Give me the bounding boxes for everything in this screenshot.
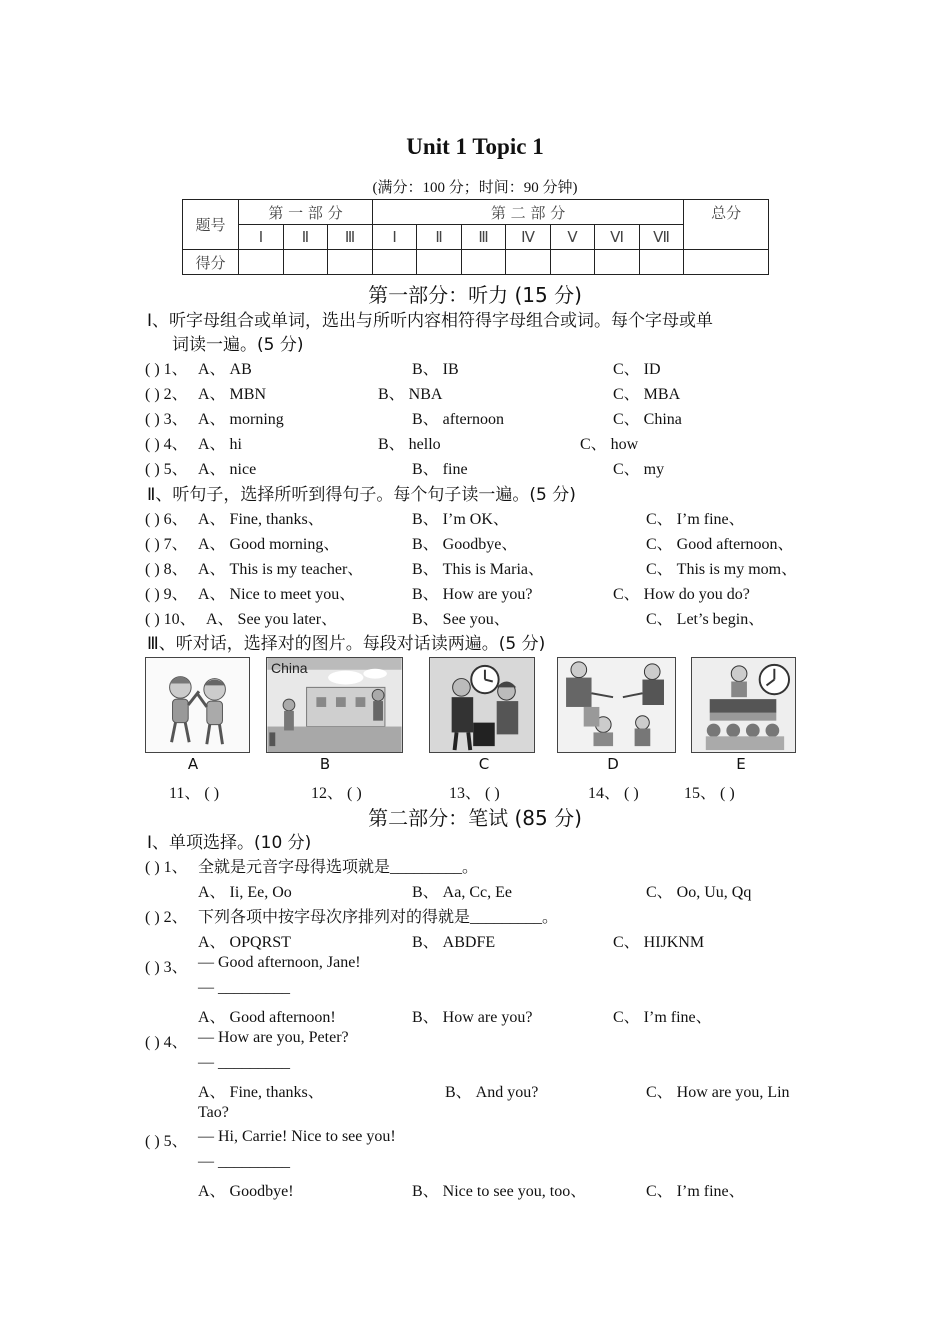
score-input-cell[interactable] (506, 250, 551, 275)
defen-cell: 得分 (183, 250, 239, 275)
answer-blank-15[interactable]: 15、 ( ) (684, 785, 735, 802)
col-header: Ⅰ (239, 225, 284, 250)
section1-title-line2: 词读一遍。(5 分) (172, 335, 304, 355)
col-header: Ⅶ (640, 225, 684, 250)
picture-c-adults-with-clock[interactable] (429, 657, 535, 753)
score-input-cell[interactable] (551, 250, 595, 275)
part2-section1-title: Ⅰ、单项选择。(10 分) (147, 833, 312, 853)
q3-option-c[interactable]: C、 China (613, 411, 682, 428)
q9-option-a[interactable]: A、 Nice to meet you、 (198, 586, 356, 603)
answer-blank-13[interactable]: 13、 ( ) (449, 785, 500, 802)
picture-d-people-greeting[interactable] (557, 657, 676, 753)
answer-blank-11[interactable]: 11、 ( ) (169, 785, 220, 802)
part1-header-cell: 第 一 部 分 (239, 200, 373, 225)
p2-q2-num: ( ) 2、 (145, 909, 188, 926)
score-input-cell[interactable] (640, 250, 684, 275)
p2-q3-stem: — Good afternoon, Jane! (198, 954, 361, 971)
p2-q1-stem: 全就是元音字母得选项就是_________。 (198, 859, 479, 876)
q2-option-c[interactable]: C、 MBA (613, 386, 681, 403)
p2-q4-stem: — How are you, Peter? (198, 1029, 349, 1046)
col-header: Ⅲ (328, 225, 373, 250)
score-input-cell[interactable] (328, 250, 373, 275)
page-title: Unit 1 Topic 1 (406, 134, 544, 159)
q6-option-a[interactable]: A、 Fine, thanks、 (198, 511, 324, 528)
q9-option-c[interactable]: C、 How do you do? (613, 586, 750, 603)
part1-heading: 第一部分：听力 (15 分) (368, 283, 582, 307)
q8-option-c[interactable]: C、 This is my mom、 (646, 561, 798, 578)
p2-q5-num: ( ) 5、 (145, 1133, 188, 1150)
q5-option-c[interactable]: C、 my (613, 461, 665, 478)
picture-label-a: A (187, 755, 199, 773)
picture-label-c: C (478, 755, 490, 773)
score-input-cell[interactable] (373, 250, 417, 275)
p2-q1-option-b[interactable]: B、 Aa, Cc, Ee (412, 884, 512, 901)
answer-blank-12[interactable]: 12、 ( ) (311, 785, 362, 802)
q1-option-c[interactable]: C、 ID (613, 361, 661, 378)
p2-q2-option-b[interactable]: B、 ABDFE (412, 934, 496, 951)
p2-q4-option-b[interactable]: B、 And you? (445, 1084, 539, 1101)
q10-option-b[interactable]: B、 See you、 (412, 611, 510, 628)
picture-label-e: E (736, 755, 746, 773)
total-header-cell: 总分 (684, 200, 769, 250)
p2-q5-option-c[interactable]: C、 I’m fine、 (646, 1183, 745, 1200)
q2-option-b[interactable]: B、 NBA (378, 386, 443, 403)
picture-label-d: D (607, 755, 619, 773)
q8-option-b[interactable]: B、 This is Maria、 (412, 561, 544, 578)
p2-q5-option-b[interactable]: B、 Nice to see you, too、 (412, 1183, 587, 1200)
p2-q1-option-a[interactable]: A、 Ii, Ee, Oo (198, 884, 292, 901)
p2-q5-option-a[interactable]: A、 Goodbye! (198, 1183, 294, 1200)
q3-option-b[interactable]: B、 afternoon (412, 411, 504, 428)
q10-option-c[interactable]: C、 Let’s begin、 (646, 611, 765, 628)
score-input-cell[interactable] (462, 250, 506, 275)
picture-b-china-scene[interactable] (266, 657, 403, 753)
p2-q4-option-c-cont: Tao? (198, 1104, 229, 1121)
q10-num: ( ) 10、 (145, 611, 196, 628)
p2-q3-num: ( ) 3、 (145, 959, 188, 976)
p2-q3-blank[interactable]: — _________ (198, 979, 290, 996)
score-input-cell[interactable] (595, 250, 640, 275)
q8-num: ( ) 8、 (145, 561, 188, 578)
q2-num: ( ) 2、 (145, 386, 188, 403)
q7-num: ( ) 7、 (145, 536, 188, 553)
p2-q4-option-c[interactable]: C、 How are you, Lin (646, 1084, 790, 1101)
col-header: Ⅴ (551, 225, 595, 250)
col-header: Ⅱ (284, 225, 328, 250)
score-input-cell[interactable] (239, 250, 284, 275)
p2-q5-stem: — Hi, Carrie! Nice to see you! (198, 1128, 396, 1145)
picture-a-two-kids-waving[interactable] (145, 657, 250, 753)
q3-option-a[interactable]: A、 morning (198, 411, 284, 428)
score-input-cell[interactable] (284, 250, 328, 275)
p2-q1-option-c[interactable]: C、 Oo, Uu, Qq (646, 884, 752, 901)
part2-header-cell: 第 二 部 分 (373, 200, 684, 225)
q3-num: ( ) 3、 (145, 411, 188, 428)
p2-q4-num: ( ) 4、 (145, 1034, 188, 1051)
col-header: Ⅳ (506, 225, 551, 250)
picture-e-classroom-clock[interactable] (691, 657, 796, 753)
part2-heading: 第二部分：笔试 (85 分) (368, 806, 582, 830)
q4-option-a[interactable]: A、 hi (198, 436, 243, 453)
q2-option-a[interactable]: A、 MBN (198, 386, 267, 403)
score-input-cell[interactable] (417, 250, 462, 275)
q7-option-a[interactable]: A、 Good morning、 (198, 536, 340, 553)
q5-num: ( ) 5、 (145, 461, 188, 478)
tihao-cell: 题号 (183, 200, 239, 250)
exam-info: (满分：100 分；时间：90 分钟) (372, 180, 578, 196)
picture-label-b: B (319, 755, 331, 773)
col-header: Ⅵ (595, 225, 640, 250)
p2-q3-option-a[interactable]: A、 Good afternoon! (198, 1009, 336, 1026)
q7-option-c[interactable]: C、 Good afternoon、 (646, 536, 794, 553)
q1-num: ( ) 1、 (145, 361, 188, 378)
p2-q4-blank[interactable]: — _________ (198, 1054, 290, 1071)
p2-q3-option-c[interactable]: C、 I’m fine、 (613, 1009, 712, 1026)
p2-q5-blank[interactable]: — _________ (198, 1153, 290, 1170)
p2-q2-option-a[interactable]: A、 OPQRST (198, 934, 291, 951)
q6-option-c[interactable]: C、 I’m fine、 (646, 511, 745, 528)
section2-title: Ⅱ、听句子，选择所听到得句子。每个句子读一遍。(5 分) (147, 485, 576, 505)
q5-option-b[interactable]: B、 fine (412, 461, 468, 478)
q10-option-a[interactable]: A、 See you later、 (206, 611, 338, 628)
picture-b-caption: China (271, 660, 308, 676)
q7-option-b[interactable]: B、 Goodbye、 (412, 536, 518, 553)
section1-title-line1: Ⅰ、听字母组合或单词，选出与所听内容相符得字母组合或词。每个字母或单 (147, 311, 714, 331)
p2-q2-option-c[interactable]: C、 HIJKNM (613, 934, 705, 951)
section3-title: Ⅲ、听对话，选择对的图片。每段对话读两遍。(5 分) (147, 634, 546, 654)
p2-q2-stem: 下列各项中按字母次序排列对的得就是_________。 (198, 909, 559, 926)
col-header: Ⅲ (462, 225, 506, 250)
q4-num: ( ) 4、 (145, 436, 188, 453)
q6-option-b[interactable]: B、 I’m OK、 (412, 511, 509, 528)
p2-q3-option-b[interactable]: B、 How are you? (412, 1009, 533, 1026)
q6-num: ( ) 6、 (145, 511, 188, 528)
q9-num: ( ) 9、 (145, 586, 188, 603)
score-table (182, 199, 769, 275)
q8-option-a[interactable]: A、 This is my teacher、 (198, 561, 364, 578)
q5-option-a[interactable]: A、 nice (198, 461, 257, 478)
col-header: Ⅰ (373, 225, 417, 250)
p2-q4-option-a[interactable]: A、 Fine, thanks、 (198, 1084, 324, 1101)
total-score-cell[interactable] (684, 250, 769, 275)
q1-option-b[interactable]: B、 IB (412, 361, 459, 378)
q1-option-a[interactable]: A、 AB (198, 361, 252, 378)
q9-option-b[interactable]: B、 How are you? (412, 586, 533, 603)
answer-blank-14[interactable]: 14、 ( ) (588, 785, 639, 802)
q4-option-b[interactable]: B、 hello (378, 436, 441, 453)
q4-option-c[interactable]: C、 how (580, 436, 639, 453)
col-header: Ⅱ (417, 225, 462, 250)
p2-q1-num: ( ) 1、 (145, 859, 188, 876)
